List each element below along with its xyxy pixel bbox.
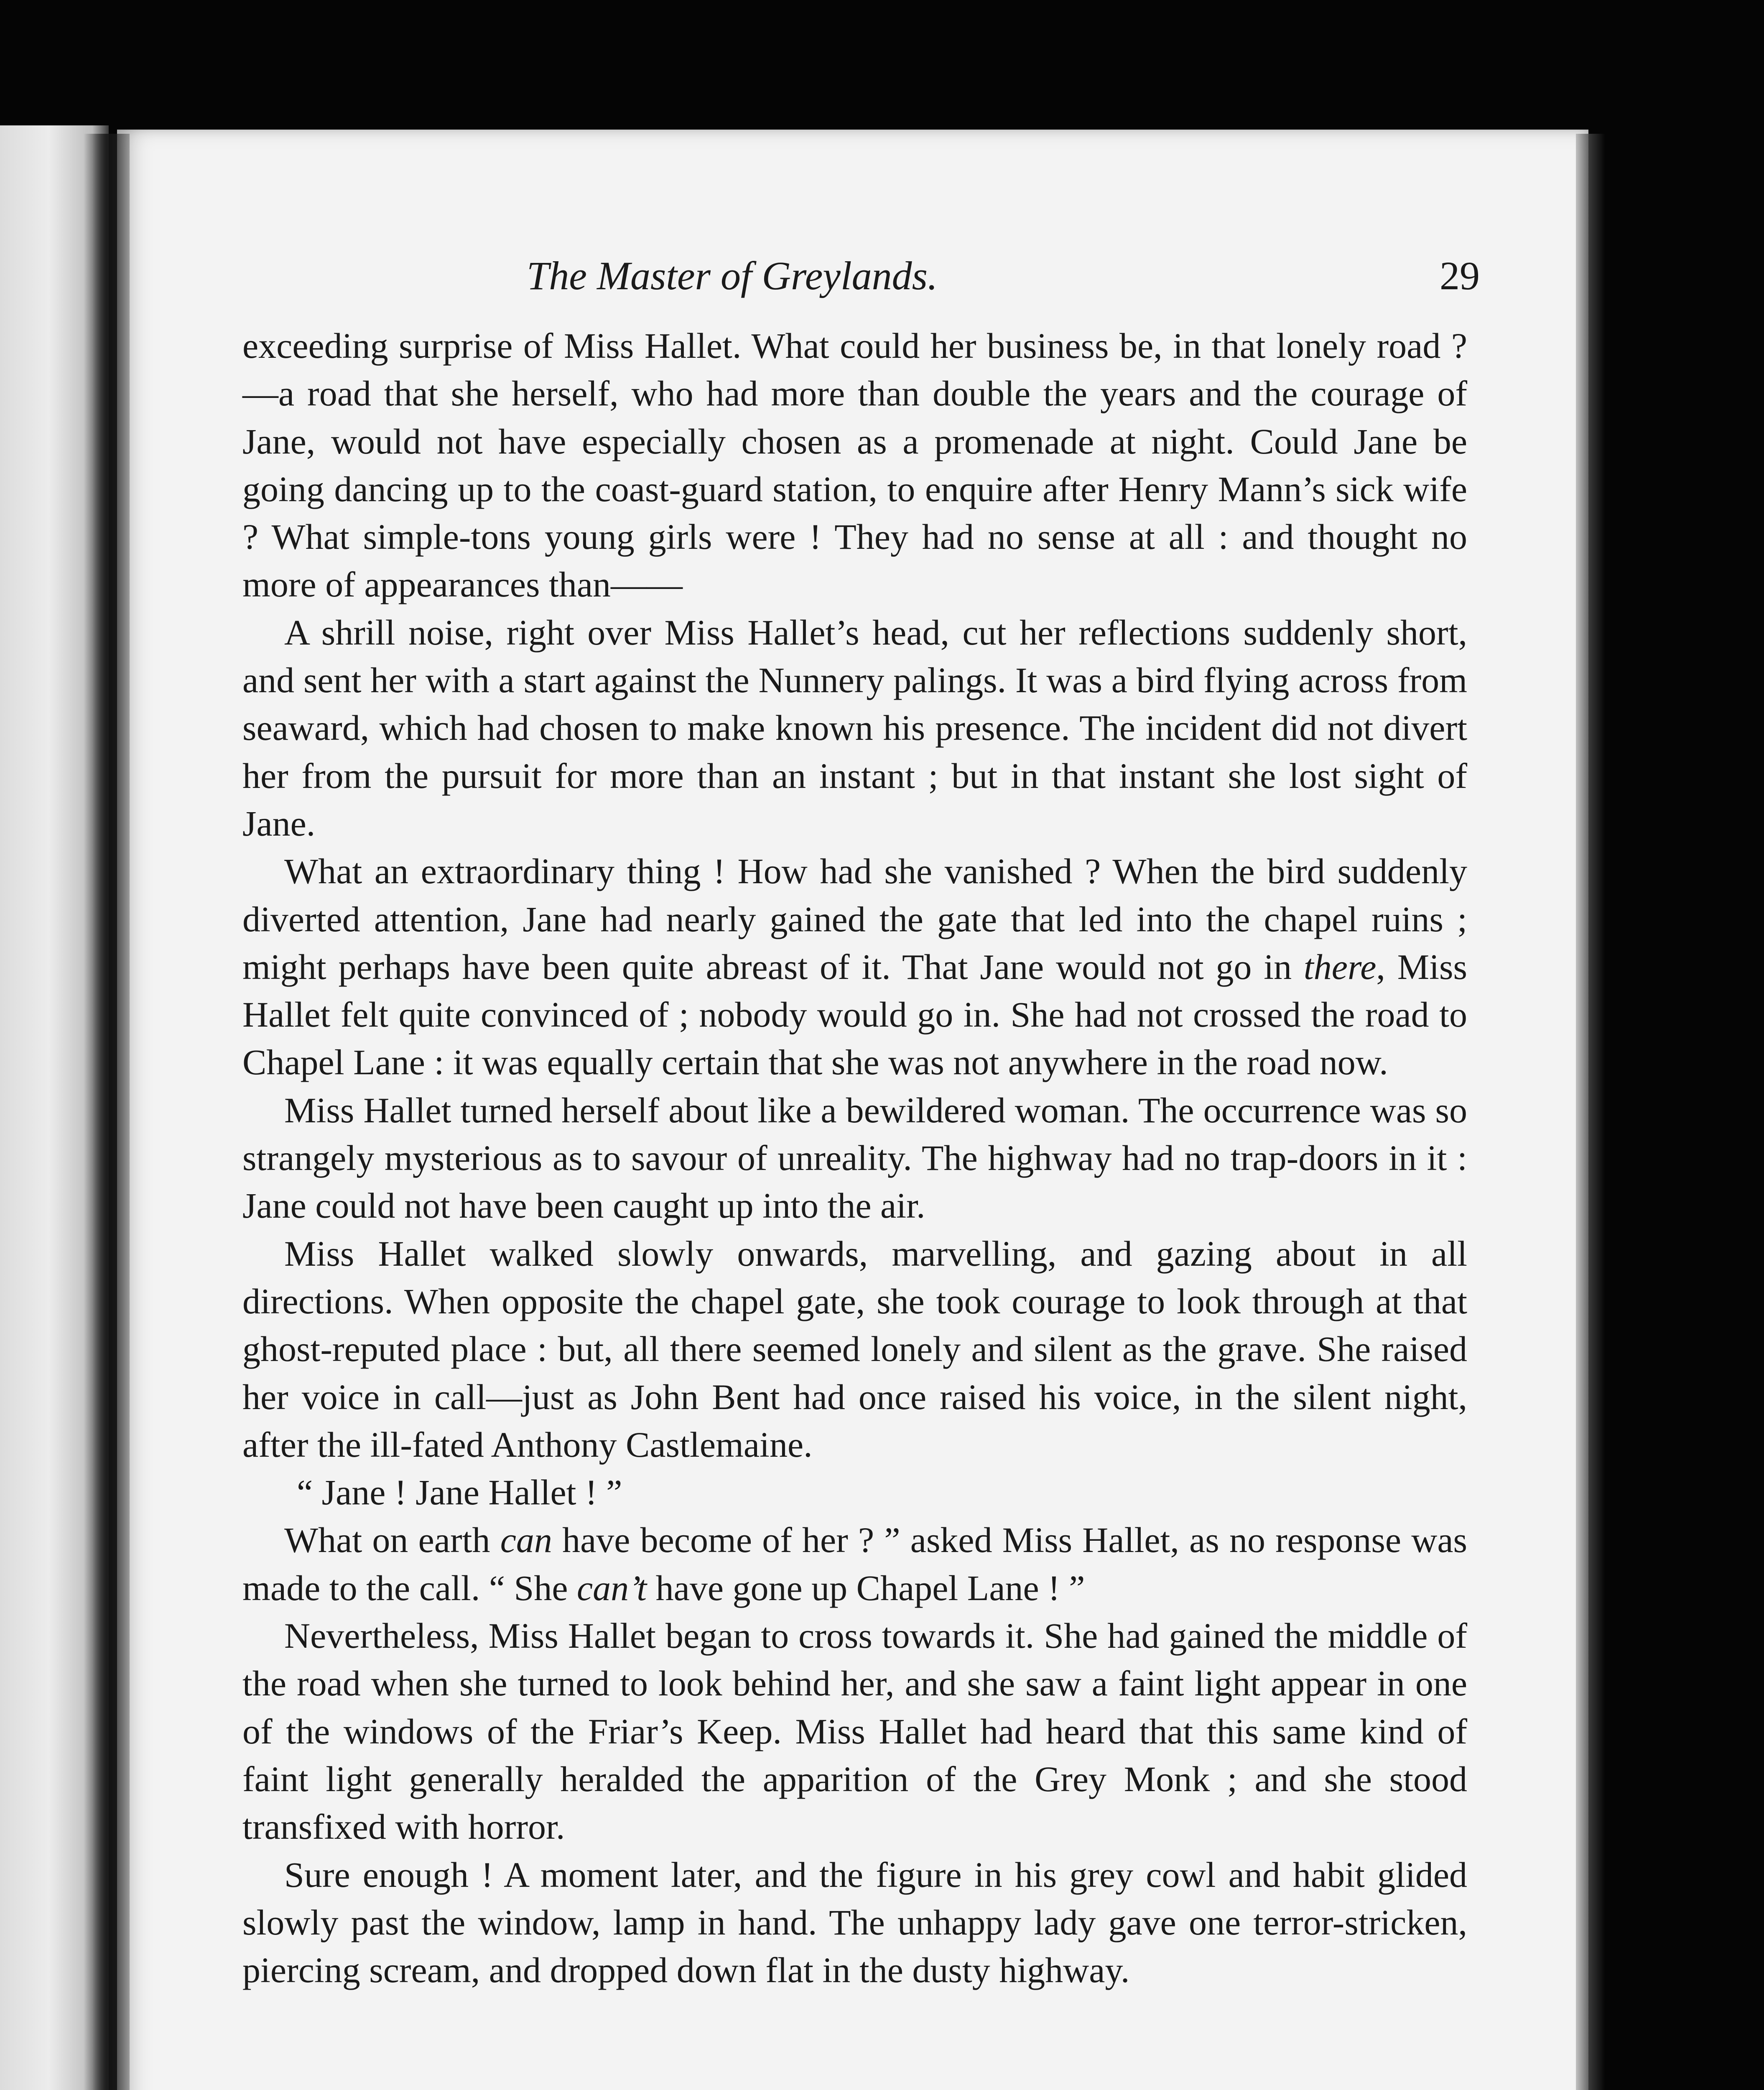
paragraph-3-part-a: What an extraordinary thing ! How had she vanished ? When the bird suddenly diverted attention, Jane had nearly gained the gate that led into the chapel ruins ; might perhaps have been quite abreast of it. That Jane would not go in (242, 851, 1467, 987)
paragraph-1: exceeding surprise of Miss Hallet. What could her business be, in that lonely road ?—a road that she herself, who had more than double the years and the courage of Jane, would not have especially chosen as a promenade at night. Could Jane be going dancing up to the coast-guard station, to enquire after Henry Mann’s sick wife ? What simple-tons young girls were ! They had no sense at all : and thought no more of appearances than—— (242, 326, 1467, 605)
paragraph-4: Miss Hallet turned herself about like a bewildered woman. The occurrence was so strangely mysterious as to savour of unreality. The highway had no trap-doors in it : Jane could not have been caught up into the air. (242, 1090, 1467, 1226)
paragraph-8: Nevertheless, Miss Hallet began to cross towards it. She had gained the middle of the road when she turned to look behind her, and she saw a faint light appear in one of the windows of the Friar’s Keep. Miss Hallet had heard that this same kind of faint light generally heralded the apparition of the Grey Monk ; and she stood transfixed with horror. (242, 1616, 1467, 1847)
paragraph-7-part-b: have become of her ? ” asked Miss Hallet, as no response was made to the call. “ She (242, 1520, 1467, 1608)
paragraph-7 (242, 1516, 1467, 1612)
page-number: 29 (1440, 253, 1480, 298)
paragraph-3-emphasis: there (1303, 946, 1377, 987)
paragraph-5: Miss Hallet walked slowly onwards, marvelling, and gazing about in all directions. When opposite the chapel gate, she took courage to look through at that ghost-reputed place : but, all there seemed lonely and silent as the grave. She raised her voice in call—just as John Bent had once raised his voice, in the silent night, after the ill-fated Anthony Castlemaine. (242, 1233, 1467, 1465)
paragraph-2: A shrill noise, right over Miss Hallet’s head, cut her reflections suddenly short, and sent her with a start against the Nunnery palings. It was a bird flying across from seaward, which had chosen to make known his presence. The incident did not divert her from the pursuit for more than an instant ; but in that instant she lost sight of Jane. (242, 612, 1467, 844)
paragraph-9: Sure enough ! A moment later, and the figure in his grey cowl and habit glided slowly past the window, lamp in hand. The unhappy lady gave one terror-stricken, piercing scream, and dropped down flat in the dusty highway. (242, 1854, 1467, 1991)
paragraph-7-emphasis-1: can (500, 1520, 552, 1560)
running-head: The Master of Greylands. (527, 253, 938, 298)
paragraph-3 (242, 847, 1467, 1086)
paragraph-3-part-b: , Miss Hallet felt quite convinced of ; nobody would go in. She had not crossed the road to Chapel Lane : it was equally certain that she was not anywhere in the road now. (242, 946, 1467, 1083)
book-spine-shadow (84, 134, 130, 2090)
body-text (242, 322, 1467, 1994)
paragraph-7-part-a: What on earth (284, 1520, 500, 1560)
paragraph-6: “ Jane ! Jane Hallet ! ” (297, 1472, 622, 1513)
page-right-edge (1576, 134, 1605, 2090)
paragraph-7-part-c: have gone up Chapel Lane ! ” (647, 1568, 1085, 1608)
paragraph-7-emphasis-2: can’t (577, 1568, 647, 1608)
